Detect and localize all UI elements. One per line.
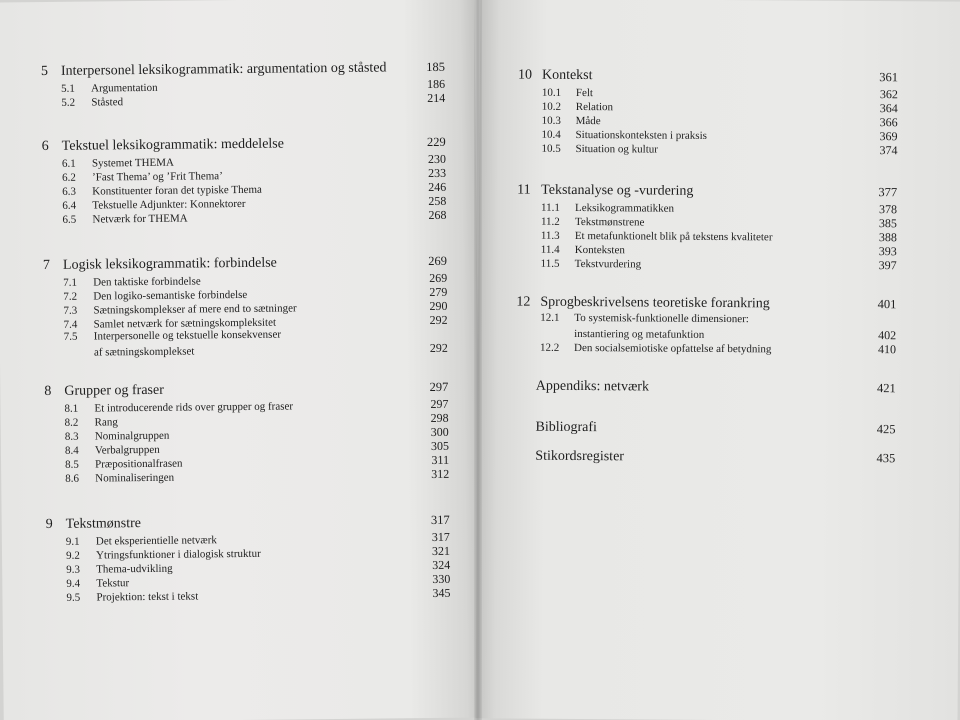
page-number: 393	[878, 244, 897, 259]
section-number: 10.1	[541, 86, 562, 99]
page-number: 292	[429, 340, 448, 356]
section-number: 6.4	[62, 199, 77, 212]
back-matter-heading	[515, 449, 895, 469]
section-title: To systemisk-funktionelle dimensioner:	[574, 311, 749, 326]
section-row-continued	[44, 341, 448, 359]
page-number: 269	[429, 270, 448, 286]
page-number: 229	[426, 134, 446, 150]
section-number: 11.4	[540, 243, 560, 256]
page-number: 268	[428, 207, 447, 223]
section-title: Rang	[94, 416, 118, 429]
section-number: 6.3	[62, 185, 77, 198]
section-title: Argumentation	[91, 81, 158, 95]
page-number: 292	[429, 312, 448, 328]
page-number: 361	[879, 70, 899, 85]
page-number: 374	[879, 143, 898, 158]
page-number: 324	[432, 557, 451, 572]
section-row	[46, 586, 450, 604]
page-number: 230	[427, 151, 446, 167]
back-matter-title: Appendiks: netværk	[535, 378, 650, 395]
section-number: 8.2	[64, 416, 79, 429]
page-number: 397	[878, 258, 897, 273]
section-title: Interpersonelle og tekstuelle konsekvenser	[93, 328, 282, 343]
bibliography-entry	[515, 420, 895, 440]
section-title: Konteksten	[574, 243, 625, 257]
section-title: Ståsted	[91, 96, 124, 109]
section-title: Systemet THEMA	[91, 156, 174, 170]
section-number: 11.3	[540, 229, 560, 242]
page-number: 317	[431, 529, 450, 544]
section-title: Tekstmønstrene	[574, 215, 645, 229]
section-title: Et metafunktionelt blik på tekstens kvaliteter	[574, 229, 773, 244]
page-number: 297	[429, 379, 449, 395]
section-number: 10.2	[541, 100, 562, 113]
page-number: 364	[879, 101, 898, 116]
section-number: 6.2	[62, 171, 76, 184]
section-title: Projektion: tekst i tekst	[96, 590, 199, 604]
page-number: 297	[430, 396, 449, 411]
section-number: 12.2	[540, 341, 560, 354]
page-number: 298	[430, 410, 449, 425]
right-toc	[481, 0, 960, 466]
page-number: 369	[879, 129, 898, 144]
page-number: 214	[427, 90, 446, 106]
page-number: 246	[428, 179, 447, 195]
chapter-9	[46, 513, 451, 604]
page-number: 385	[878, 216, 898, 231]
section-number: 6.1	[61, 157, 76, 170]
chapter-title: Grupper og fraser	[64, 382, 164, 399]
chapter-number: 11	[517, 182, 531, 198]
section-number: 8.1	[64, 402, 79, 415]
back-matter-title: Stikordsregister	[535, 448, 625, 465]
chapter-5	[41, 60, 445, 109]
section-title: Tekstuelle Adjunkter: Konnektorer	[92, 197, 246, 212]
section-number: 9.2	[65, 549, 80, 562]
page-number: 317	[430, 512, 450, 527]
section-number: 9.5	[66, 591, 81, 604]
section-title: Konstituenter foran det typiske Thema	[92, 183, 262, 198]
section-number: 5.1	[61, 82, 75, 95]
section-row	[517, 256, 897, 273]
section-number: 8.3	[64, 430, 79, 443]
section-number: 9.1	[65, 535, 80, 548]
section-title-continued: instantiering og metafunktion	[574, 327, 705, 341]
section-number: 9.3	[66, 563, 80, 576]
section-row	[517, 141, 897, 158]
chapter-number: 8	[44, 383, 52, 400]
chapter-number: 10	[517, 67, 533, 83]
section-number: 11.2	[540, 215, 560, 228]
chapter-number: 12	[516, 294, 531, 310]
page-number: 300	[430, 424, 449, 439]
section-title-continued: af sætningskomplekset	[93, 345, 195, 359]
appendix-entry	[516, 379, 896, 399]
section-number: 7.4	[63, 318, 78, 331]
page-number: 269	[428, 253, 448, 269]
page-number: 401	[877, 297, 897, 312]
page-number: 305	[430, 438, 449, 453]
chapter-title: Logisk leksikogrammatik: forbindelse	[62, 255, 277, 273]
index-entry	[515, 449, 895, 469]
page-number: 366	[879, 115, 898, 130]
section-title: Nominaliseringen	[95, 471, 175, 485]
section-title: Den socialsemiotiske opfattelse af betydning	[574, 341, 772, 356]
back-matter-title: Bibliografi	[535, 419, 598, 436]
chapter-12	[516, 295, 896, 357]
section-row	[41, 91, 445, 109]
page-number: 410	[878, 342, 897, 357]
section-title: Et introducerende rids over grupper og fraser	[94, 400, 294, 415]
page-number: 345	[432, 585, 451, 600]
page-number: 388	[878, 230, 897, 245]
chapter-number: 9	[45, 516, 53, 533]
section-title: ’Fast Thema’ og ’Frit Thema’	[92, 170, 223, 184]
section-title: Tekstvurdering	[574, 257, 642, 271]
page-number: 362	[879, 87, 898, 102]
section-number: 7.2	[63, 290, 78, 303]
section-number: 9.4	[66, 577, 81, 590]
chapter-title: Kontekst	[541, 67, 593, 84]
section-number: 10.5	[541, 142, 561, 155]
chapter-6	[42, 135, 447, 226]
page-number: 311	[431, 452, 450, 467]
chapter-number: 5	[40, 63, 49, 80]
chapter-title: Tekstmønstre	[65, 516, 142, 532]
section-number: 8.4	[64, 444, 79, 457]
section-title: Den taktiske forbindelse	[93, 275, 201, 289]
section-title: Verbalgruppen	[94, 443, 160, 457]
section-title: Leksikogrammatikken	[575, 201, 675, 215]
section-title: Situationskonteksten i praksis	[575, 128, 707, 142]
section-title: Sætningskomplekser af mere end to sætninger	[93, 302, 297, 317]
section-number: 7.5	[63, 330, 78, 343]
book-spine	[474, 0, 482, 720]
page-number: 421	[877, 381, 896, 396]
page-number: 378	[879, 202, 898, 217]
section-title: Situation og kultur	[575, 142, 659, 156]
page-number: 312	[431, 466, 450, 481]
section-row	[516, 340, 896, 357]
section-row	[45, 467, 449, 485]
section-number: 7.1	[63, 276, 77, 289]
back-matter-heading	[515, 420, 895, 440]
section-title: Thema-udvikling	[96, 562, 173, 576]
section-title: Felt	[575, 86, 594, 100]
page-number: 186	[427, 76, 446, 92]
section-number: 11.1	[541, 201, 560, 214]
section-title: Nominalgruppen	[94, 429, 170, 443]
section-number: 5.2	[61, 96, 76, 109]
section-title: Samlet netværk for sætningskompleksitet	[93, 316, 277, 331]
page-number: 377	[878, 185, 898, 200]
section-number: 6.5	[62, 213, 77, 226]
chapter-7	[43, 254, 448, 359]
section-title: Tekstur	[96, 577, 130, 590]
section-number: 7.3	[63, 304, 78, 317]
chapter-11	[517, 183, 898, 273]
section-number: 8.6	[65, 472, 80, 485]
page-number: 258	[428, 193, 447, 209]
chapter-10	[517, 68, 898, 158]
left-toc	[0, 0, 474, 604]
chapter-number: 6	[41, 138, 49, 155]
page-number: 321	[431, 543, 451, 558]
section-title: Måde	[575, 114, 601, 128]
page-number: 330	[432, 571, 451, 586]
chapter-8	[44, 380, 449, 485]
section-title: Netværk for THEMA	[92, 212, 188, 226]
section-title: Præpositionalfrasen	[95, 457, 183, 471]
section-title: Relation	[575, 100, 614, 114]
section-number: 10.4	[541, 128, 561, 141]
section-title: Det eksperientielle netværk	[95, 534, 217, 548]
page-number: 185	[426, 59, 446, 75]
page-number: 425	[876, 422, 896, 437]
chapter-title: Tekstanalyse og -vurdering	[541, 182, 694, 199]
page-number: 233	[427, 165, 447, 181]
section-number: 10.3	[541, 114, 561, 127]
chapter-title: Tekstuel leksikogrammatik: meddelelse	[61, 136, 285, 154]
section-number: 11.5	[540, 257, 560, 270]
page-number: 402	[878, 328, 897, 343]
section-number: 8.5	[65, 458, 79, 471]
back-matter-heading	[516, 379, 896, 399]
section-row	[42, 208, 446, 226]
section-number: 12.1	[540, 311, 560, 324]
page-number: 435	[876, 451, 896, 466]
page-number: 279	[429, 284, 448, 300]
chapter-number: 7	[42, 257, 51, 274]
chapter-title: Sprogbeskrivelsens teoretiske forankring	[540, 294, 770, 312]
section-title: Den logiko-semantiske forbindelse	[93, 288, 248, 303]
right-page	[475, 0, 960, 720]
page-number: 290	[429, 298, 448, 314]
section-title: Ytringsfunktioner i dialogisk struktur	[95, 547, 261, 562]
chapter-title: Interpersonel leksikogrammatik: argumentation og ståsted	[60, 60, 387, 79]
